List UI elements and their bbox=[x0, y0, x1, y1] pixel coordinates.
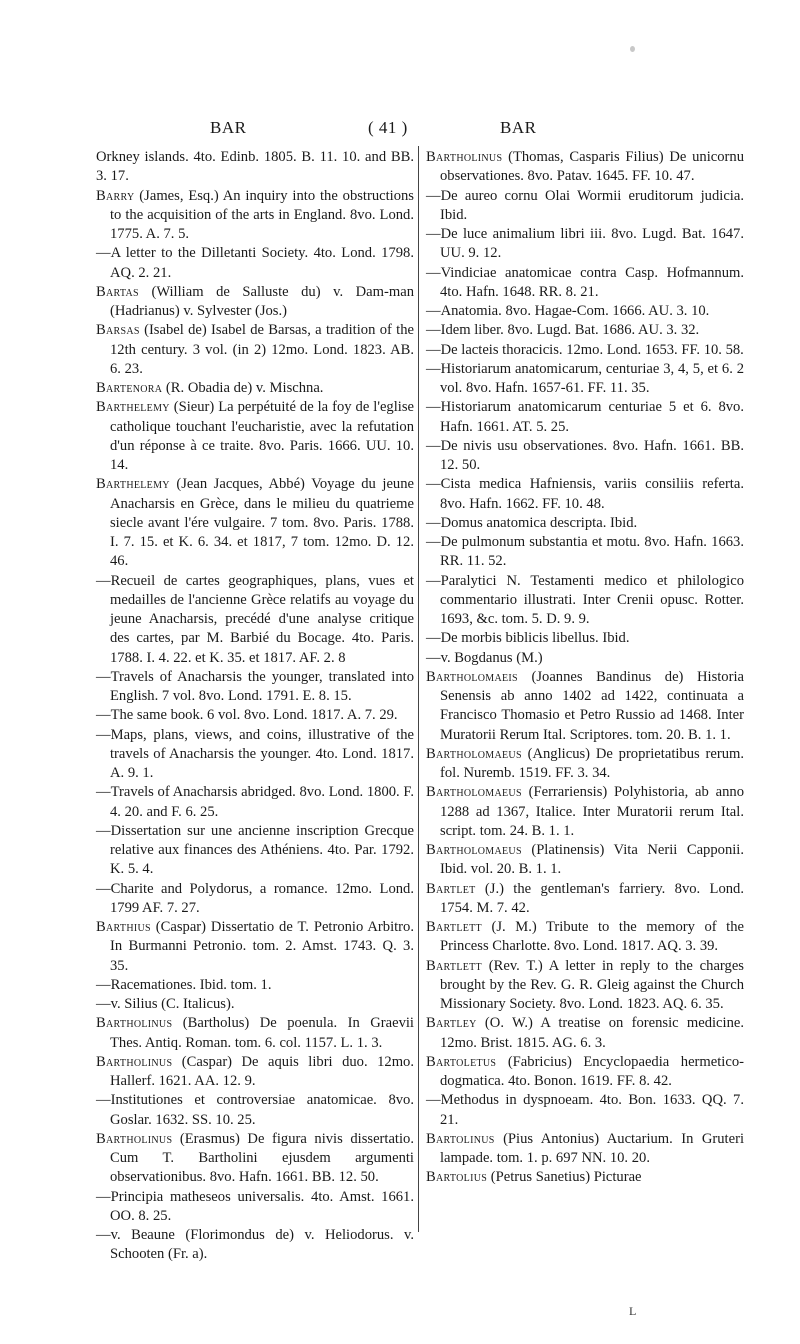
catalog-entry bbox=[96, 918, 414, 976]
catalog-entry bbox=[426, 398, 744, 437]
entry-text: —Historiarum anatomicarum centuriae 5 et 6. 8vo. Hafn. 1661. AT. 5. 25. bbox=[426, 399, 744, 435]
entry-text: —De lacteis thoracicis. 12mo. Lond. 1653. FF. 10. 58. bbox=[426, 341, 744, 358]
catalog-entry bbox=[426, 880, 744, 919]
entry-text: (Jean Jacques, Abbé) Voyage du jeune Anacharsis en Grèce, dans le milieu du quatrieme siecle avant l'ére vulgaire. 7 tom. 8vo. Paris. 1788. I. 7. 15. et K. 6. 34. et 1817, 7 tom. 12mo. D. 12. 46. bbox=[110, 476, 414, 570]
entry-text: (J.) the gentleman's farriery. 8vo. Lond. 1754. M. 7. 42. bbox=[440, 880, 744, 916]
entry-heading: Bartholomaeus bbox=[426, 784, 522, 801]
entry-text: —De pulmonum substantia et motu. 8vo. Hafn. 1663. RR. 11. 52. bbox=[426, 534, 744, 570]
entry-text: Orkney islands. 4to. Edinb. 1805. B. 11. 10. and BB. 3. 17. bbox=[96, 149, 414, 185]
catalog-entry bbox=[96, 321, 414, 379]
catalog-entry bbox=[96, 706, 414, 725]
entry-text: (Sieur) La perpétuité de la foy de l'eglise catholique touchant l'eucharistie, avec la refutation d'un réponse à ce traite. 8vo. Paris. 1666. UU. 10. 14. bbox=[110, 399, 414, 473]
catalog-entry bbox=[426, 783, 744, 841]
catalog-entry bbox=[96, 379, 414, 398]
catalog-entry bbox=[426, 533, 744, 572]
catalog-entry bbox=[96, 1053, 414, 1092]
entry-text: —Institutiones et controversiae anatomicae. 8vo. Goslar. 1632. SS. 10. 25. bbox=[96, 1092, 414, 1128]
entry-heading: Barry bbox=[96, 187, 135, 204]
entry-text: —Paralytici N. Testamenti medico et philologico commentario illustrati. Inter Crenii opusc. Rotter. 1693, &c. tom. 5. D. 9. 9. bbox=[426, 572, 744, 627]
catalog-entry bbox=[426, 841, 744, 880]
entry-text: —De nivis usu observationes. 8vo. Hafn. 1661. BB. 12. 50. bbox=[426, 437, 744, 473]
catalog-entry bbox=[426, 148, 744, 187]
catalog-entry bbox=[426, 649, 744, 668]
catalog-entry bbox=[426, 629, 744, 648]
entry-heading: Barthelemy bbox=[96, 476, 170, 493]
catalog-entry bbox=[96, 822, 414, 880]
catalog-entry bbox=[426, 668, 744, 745]
page-number: ( 41 ) bbox=[368, 118, 408, 137]
entry-text: —v. Beaune (Florimondus de) v. Heliodorus. v. Schooten (Fr. a). bbox=[96, 1227, 414, 1263]
catalog-entry bbox=[426, 957, 744, 1015]
entry-text: —Vindiciae anatomicae contra Casp. Hofmannum. 4to. Hafn. 1648. RR. 8. 21. bbox=[426, 264, 744, 300]
catalog-entry bbox=[96, 1130, 414, 1188]
entry-text: (J. M.) Tribute to the memory of the Princess Charlotte. 8vo. Lond. 1817. AQ. 3. 39. bbox=[440, 919, 744, 955]
catalog-entry bbox=[426, 225, 744, 264]
entry-heading: Bartenora bbox=[96, 380, 163, 396]
entry-heading: Barthelemy bbox=[96, 399, 170, 416]
entry-heading: Bartholinus bbox=[426, 149, 503, 165]
entry-text: —Recueil de cartes geographiques, plans, vues et medailles de l'ancienne Grèce relatifs au voyage du jeune Anacharsis, precédé d'une analyse critique des cartes, par M. Barbié du Bocage. 4to. Paris. 1788. I. 4. 22. et K. 35. et 1817. AF. 2. 8 bbox=[96, 572, 414, 666]
catalog-entry bbox=[426, 341, 744, 360]
column-divider bbox=[418, 146, 419, 1232]
entry-text: —De aureo cornu Olai Wormii eruditorum judicia. Ibid. bbox=[426, 187, 744, 223]
running-header bbox=[0, 118, 800, 146]
entry-text: (Rev. T.) A letter in reply to the charges brought by the Rev. G. R. Gleig against the Church Missionary Society. 8vo. Lond. 1823. AQ. 6. 35. bbox=[440, 957, 744, 1012]
catalog-entry bbox=[426, 1014, 744, 1053]
catalog-entry bbox=[96, 783, 414, 822]
catalog-entry bbox=[96, 475, 414, 571]
catalog-entry bbox=[426, 475, 744, 514]
entry-text: (Bartholus) De poenula. In Graevii Thes. Antiq. Roman. tom. 6. col. 1157. L. 1. 3. bbox=[110, 1015, 414, 1051]
catalog-entry bbox=[426, 1168, 744, 1187]
entry-text: —Anatomia. 8vo. Hagae-Com. 1666. AU. 3. 10. bbox=[426, 303, 710, 319]
entry-heading: Bartholinus bbox=[96, 1053, 173, 1070]
entry-heading: Bartlett bbox=[426, 957, 482, 974]
entry-text: —Methodus in dyspnoeam. 4to. Bon. 1633. QQ. 7. 21. bbox=[426, 1092, 744, 1128]
catalog-entry bbox=[96, 880, 414, 919]
catalog-entry bbox=[426, 360, 744, 399]
catalog-entry bbox=[426, 514, 744, 533]
entry-text: —Charite and Polydorus, a romance. 12mo. Lond. 1799 AF. 7. 27. bbox=[96, 880, 414, 916]
entry-heading: Barsas bbox=[96, 322, 140, 339]
entry-text: (R. Obadia de) v. Mischna. bbox=[162, 380, 324, 396]
catalog-entry bbox=[96, 995, 414, 1014]
entry-heading: Bartoletus bbox=[426, 1053, 497, 1070]
catalog-entry bbox=[426, 1053, 744, 1092]
entry-heading: Bartolinus bbox=[426, 1130, 495, 1147]
entry-text: (Erasmus) De figura nivis dissertatio. Cum T. Bartholini ejusdem argumenti observationibus. 8vo. Hafn. 1661. BB. 12. 50. bbox=[110, 1130, 414, 1186]
entry-heading: Bartolius bbox=[426, 1169, 488, 1186]
catalog-entry bbox=[96, 726, 414, 784]
catalog-entry bbox=[426, 572, 744, 630]
catalog-entry bbox=[96, 1014, 414, 1053]
entry-text: —The same book. 6 vol. 8vo. Lond. 1817. A. 7. 29. bbox=[96, 707, 398, 724]
signature-mark: L bbox=[629, 1304, 637, 1318]
entry-heading: Bartholinus bbox=[96, 1130, 173, 1147]
entry-text: (Isabel de) Isabel de Barsas, a tradition of the 12th century. 3 vol. (in 2) 12mo. Lond. 1823. AB. 6. 23. bbox=[110, 322, 414, 377]
catalog-entry bbox=[426, 321, 744, 340]
catalog-entry bbox=[426, 264, 744, 303]
entry-heading: Bartholomaeus bbox=[426, 745, 522, 762]
entry-text: —Cista medica Hafniensis, variis consiliis referta. 8vo. Hafn. 1662. FF. 10. 48. bbox=[426, 476, 744, 512]
entry-text: (O. W.) A treatise on forensic medicine. 12mo. Brist. 1815. AG. 6. 3. bbox=[440, 1015, 744, 1051]
catalog-entry bbox=[426, 302, 744, 321]
entry-text: (Fabricius) Encyclopaedia hermetico-dogmatica. 4to. Bonon. 1619. FF. 8. 42. bbox=[440, 1053, 744, 1089]
entry-text: —Travels of Anacharsis the younger, translated into English. 7 vol. 8vo. Lond. 1791. E. 8. 15. bbox=[96, 668, 414, 704]
entry-text: (Thomas, Casparis Filius) De unicornu observationes. 8vo. Patav. 1645. FF. 10. 47. bbox=[440, 149, 744, 185]
entry-text: (William de Salluste du) v. Dam-man (Hadrianus) v. Sylvester (Jos.) bbox=[110, 283, 414, 319]
entry-text: (Caspar) Dissertatio de T. Petronio Arbitro. In Burmanni Petronio. tom. 2. Amst. 1743. Q. 3. 35. bbox=[110, 919, 414, 974]
entry-text: —De luce animalium libri iii. 8vo. Lugd. Bat. 1647. UU. 9. 12. bbox=[426, 226, 744, 262]
entry-text: —Dissertation sur une ancienne inscription Grecque relative aux finances des Athéniens. 4to. Par. 1792. K. 5. 4. bbox=[96, 822, 414, 878]
paper-speck bbox=[630, 46, 635, 52]
header-left-word: BAR bbox=[210, 118, 247, 137]
entry-text: —v. Silius (C. Italicus). bbox=[96, 996, 235, 1012]
catalog-entry bbox=[426, 745, 744, 784]
catalog-entry bbox=[96, 1188, 414, 1227]
left-column bbox=[96, 148, 414, 1265]
entry-text: (Petrus Sanetius) Picturae bbox=[487, 1169, 642, 1186]
entry-text: —Principia matheseos universalis. 4to. Amst. 1661. OO. 8. 25. bbox=[96, 1188, 414, 1224]
catalog-entry bbox=[96, 187, 414, 245]
entry-text: (Caspar) De aquis libri duo. 12mo. Hallerf. 1621. AA. 12. 9. bbox=[110, 1053, 414, 1089]
entry-text: (Platinensis) Vita Nerii Capponii. Ibid. vol. 20. B. 1. 1. bbox=[440, 842, 744, 878]
header-right-word: BAR bbox=[500, 118, 537, 137]
catalog-entry bbox=[426, 187, 744, 226]
catalog-entry bbox=[96, 1091, 414, 1130]
catalog-entry bbox=[96, 398, 414, 475]
entry-text: —Domus anatomica descripta. Ibid. bbox=[426, 514, 638, 531]
catalog-entry bbox=[426, 437, 744, 476]
entry-heading: Bartas bbox=[96, 283, 139, 300]
entry-heading: Bartley bbox=[426, 1015, 477, 1032]
catalog-entry bbox=[96, 1226, 414, 1265]
right-column bbox=[426, 148, 744, 1188]
catalog-entry bbox=[96, 572, 414, 668]
entry-text: (Pius Antonius) Auctarium. In Gruteri lampade. tom. 1. p. 697 NN. 10. 20. bbox=[440, 1130, 744, 1166]
entry-text: (Ferrariensis) Polyhistoria, ab anno 1288 ad 1367, Italice. Inter Muratorii rerum Ital. script. tom. 24. B. 1. 1. bbox=[440, 784, 744, 839]
catalog-entry bbox=[426, 918, 744, 957]
catalog-entry bbox=[96, 976, 414, 995]
entry-text: —Racemationes. Ibid. tom. 1. bbox=[96, 976, 272, 993]
entry-text: —A letter to the Dilletanti Society. 4to. Lond. 1798. AQ. 2. 21. bbox=[96, 245, 414, 281]
entry-heading: Bartlett bbox=[426, 919, 482, 935]
catalog-entry bbox=[96, 283, 414, 322]
entry-heading: Barthius bbox=[96, 919, 151, 935]
entry-heading: Bartholinus bbox=[96, 1015, 173, 1032]
entry-heading: Bartlet bbox=[426, 880, 476, 897]
catalog-entry bbox=[426, 1130, 744, 1169]
catalog-entry bbox=[96, 668, 414, 707]
entry-text: —Idem liber. 8vo. Lugd. Bat. 1686. AU. 3. 32. bbox=[426, 322, 700, 339]
entry-heading: Bartholomaeis bbox=[426, 668, 518, 685]
catalog-entry bbox=[426, 1091, 744, 1130]
entry-text: —Maps, plans, views, and coins, illustrative of the travels of Anacharsis the younger. 4to. Lond. 1817. A. 9. 1. bbox=[96, 726, 414, 781]
entry-text: (James, Esq.) An inquiry into the obstructions to the acquisition of the arts in England. 8vo. Lond. 1775. A. 7. 5. bbox=[110, 187, 414, 242]
entry-text: —v. Bogdanus (M.) bbox=[426, 649, 543, 666]
entry-heading: Bartholomaeus bbox=[426, 842, 522, 858]
catalog-entry bbox=[96, 148, 414, 187]
entry-text: —De morbis biblicis libellus. Ibid. bbox=[426, 630, 630, 647]
entry-text: (Anglicus) De proprietatibus rerum. fol. Nuremb. 1519. FF. 3. 34. bbox=[440, 745, 744, 781]
catalog-entry bbox=[96, 244, 414, 283]
entry-text: —Historiarum anatomicarum, centuriae 3, 4, 5, et 6. 2 vol. 8vo. Hafn. 1657-61. FF. 11. 35. bbox=[426, 360, 744, 396]
entry-text: (Joannes Bandinus de) Historia Senensis ab anno 1402 ad 1422, continuata a Francisco Thomasio et Petro Russio ad 1468. Inter Muratorii Rerum Ital. Scriptores. tom. 20. B. 1. 1. bbox=[440, 668, 744, 743]
entry-text: —Travels of Anacharsis abridged. 8vo. Lond. 1800. F. 4. 20. and F. 6. 25. bbox=[96, 784, 414, 820]
